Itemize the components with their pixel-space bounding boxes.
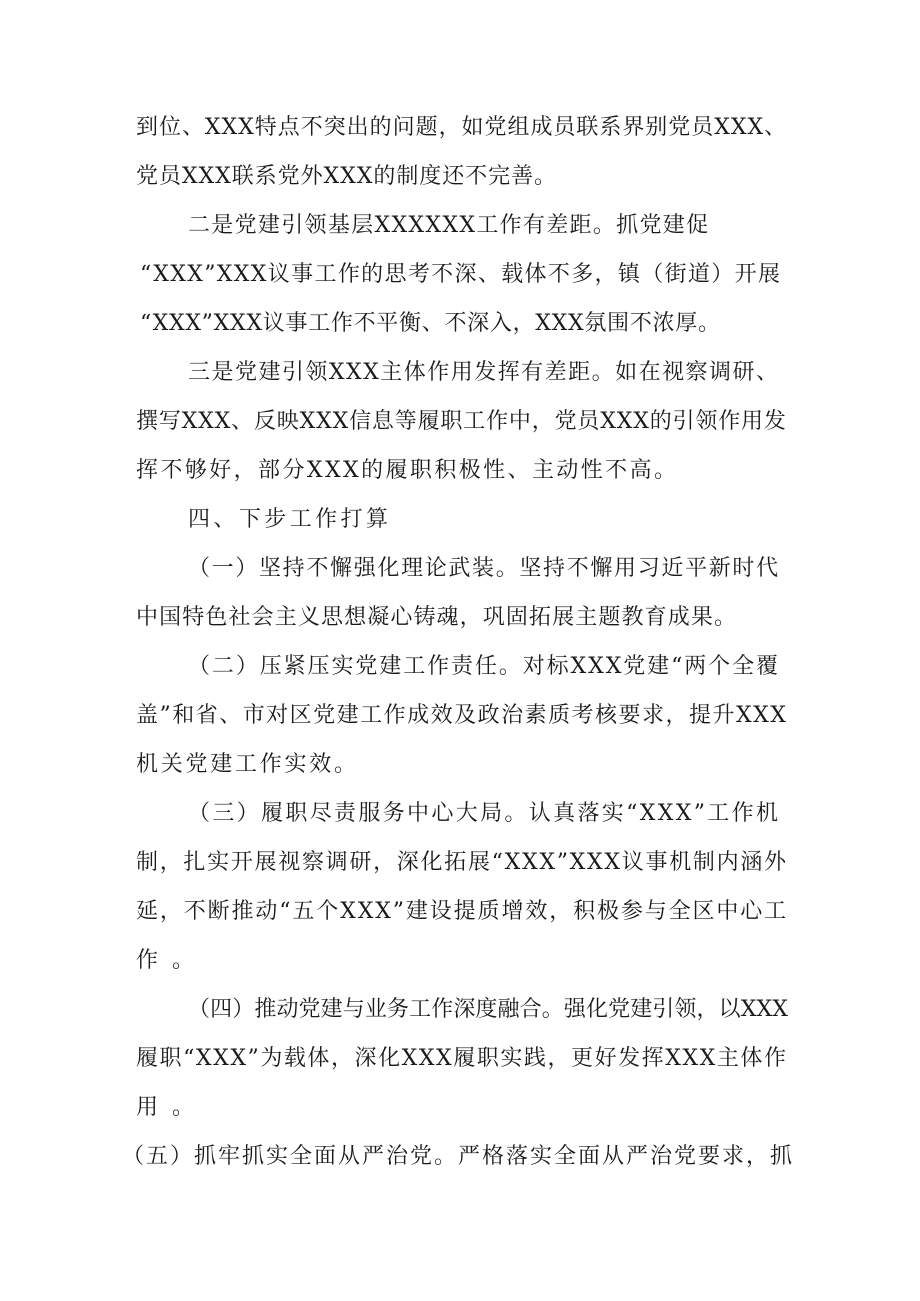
- text-line-7: 撰写XXX、反映XXX信息等履职工作中，党员XXX的引领作用发: [136, 409, 787, 434]
- text-line-18: 作。: [136, 948, 209, 973]
- text-line-2: 党员XXX联系党外XXX的制度还不完善。: [136, 164, 557, 189]
- section-heading: 四、下步工作打算: [188, 507, 392, 532]
- text-line-10: （一）坚持不懈强化理论武装。坚持不懈用习近平新时代: [188, 556, 780, 581]
- text-line-21: 用。: [136, 1095, 209, 1120]
- text-line-6: 三是党建引领XXX主体作用发挥有差距。如在视察调研、: [188, 360, 780, 385]
- text-line-17: 延，不断推动“五个XXX”建设提质增效，积极参与全区中心工: [136, 899, 789, 924]
- text-line-3: 二是党建引领基层XXXXXX工作有差距。抓党建促: [188, 213, 710, 238]
- text-line-19: （四）推动党建与业务工作深度融合。强化党建引领，以XXX: [188, 997, 789, 1022]
- text-line-11: 中国特色社会主义思想凝心铸魂，巩固拓展主题教育成果。: [136, 605, 738, 630]
- text-line-4: “XXX”XXX议事工作的思考不深、载体不多，镇（街道）开展: [140, 262, 782, 287]
- text-line-5: “XXX”XXX议事工作不平衡、不深入，XXX氛围不浓厚。: [140, 311, 721, 336]
- text-line-1: 到位、XXX特点不突出的问题，如党组成员联系界别党员XXX、: [136, 115, 788, 140]
- text-line-22: （五）抓牢抓实全面从严治党。严格落实全面从严治党要求，抓: [122, 1144, 795, 1169]
- text-line-8: 挥不够好，部分XXX的履职积极性、主动性不高。: [136, 458, 679, 483]
- text-line-14: 机关党建工作实效。: [136, 752, 359, 777]
- text-line-20: 履职“XXX”为载体，深化XXX履职实践，更好发挥XXX主体作: [136, 1046, 788, 1071]
- text-line-16: 制，扎实开展视察调研，深化拓展“XXX”XXX议事机制内涵外: [136, 850, 788, 875]
- text-line-13: 盖”和省、市对区党建工作成效及政治素质考核要求，提升XXX: [136, 703, 788, 728]
- text-line-12: （二）压紧压实党建工作责任。对标XXX党建“两个全覆: [188, 654, 780, 679]
- text-line-15: （三）履职尽责服务中心大局。认真落实“XXX”工作机: [188, 801, 781, 826]
